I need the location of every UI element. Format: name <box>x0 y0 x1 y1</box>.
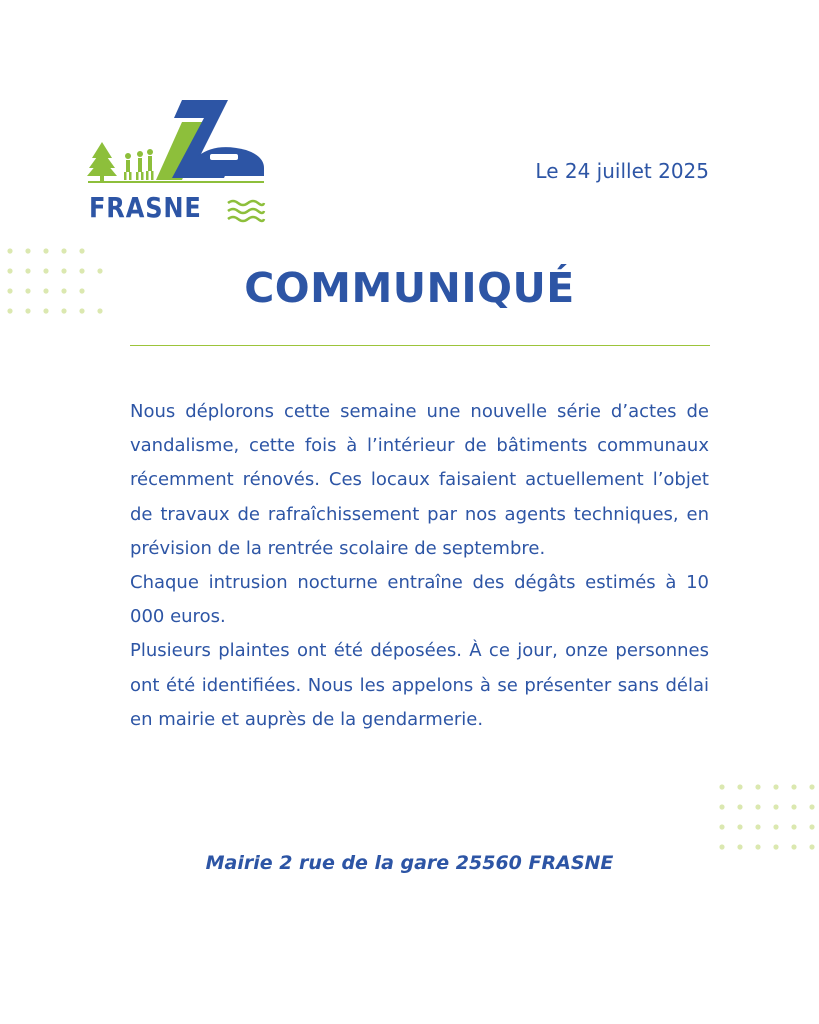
logo-ground-line <box>88 181 264 183</box>
paragraph: Nous déplorons cette semaine une nouvelle série d’actes de vandalisme, cette fois à l’intérieur de bâtiments communaux récemment rénovés. Ces locaux faisaient actuellement l’objet de travaux de rafraîchissement par nos agents techniques, en prévision de la rentrée scolaire de septembre. <box>130 401 709 559</box>
title-divider <box>130 345 710 346</box>
address-footer: Mairie 2 rue de la gare 25560 FRASNE <box>205 852 614 874</box>
train-window <box>210 154 238 160</box>
logo-name: FRASNE <box>89 191 202 224</box>
date-line: Le 24 juillet 2025 <box>535 159 709 183</box>
communique-body <box>130 395 709 737</box>
decorative-dots-right <box>718 783 818 855</box>
frasne-logo <box>86 98 270 230</box>
train-icon <box>198 147 264 176</box>
logo-emblem <box>86 98 270 194</box>
paragraph: Chaque intrusion nocturne entraîne des dégâts estimés à 10 000 euros. <box>130 572 709 628</box>
waves-icon <box>226 198 266 224</box>
paragraph: Plusieurs plaintes ont été déposées. À ce jour, onze personnes ont été identifiées. Nous les appelons à se présenter sans délai en mairie et auprès de la gendarmerie. <box>130 640 709 730</box>
page-title: COMMUNIQUÉ <box>244 264 575 312</box>
tree-icon <box>87 142 117 182</box>
hikers-icon <box>124 149 154 180</box>
